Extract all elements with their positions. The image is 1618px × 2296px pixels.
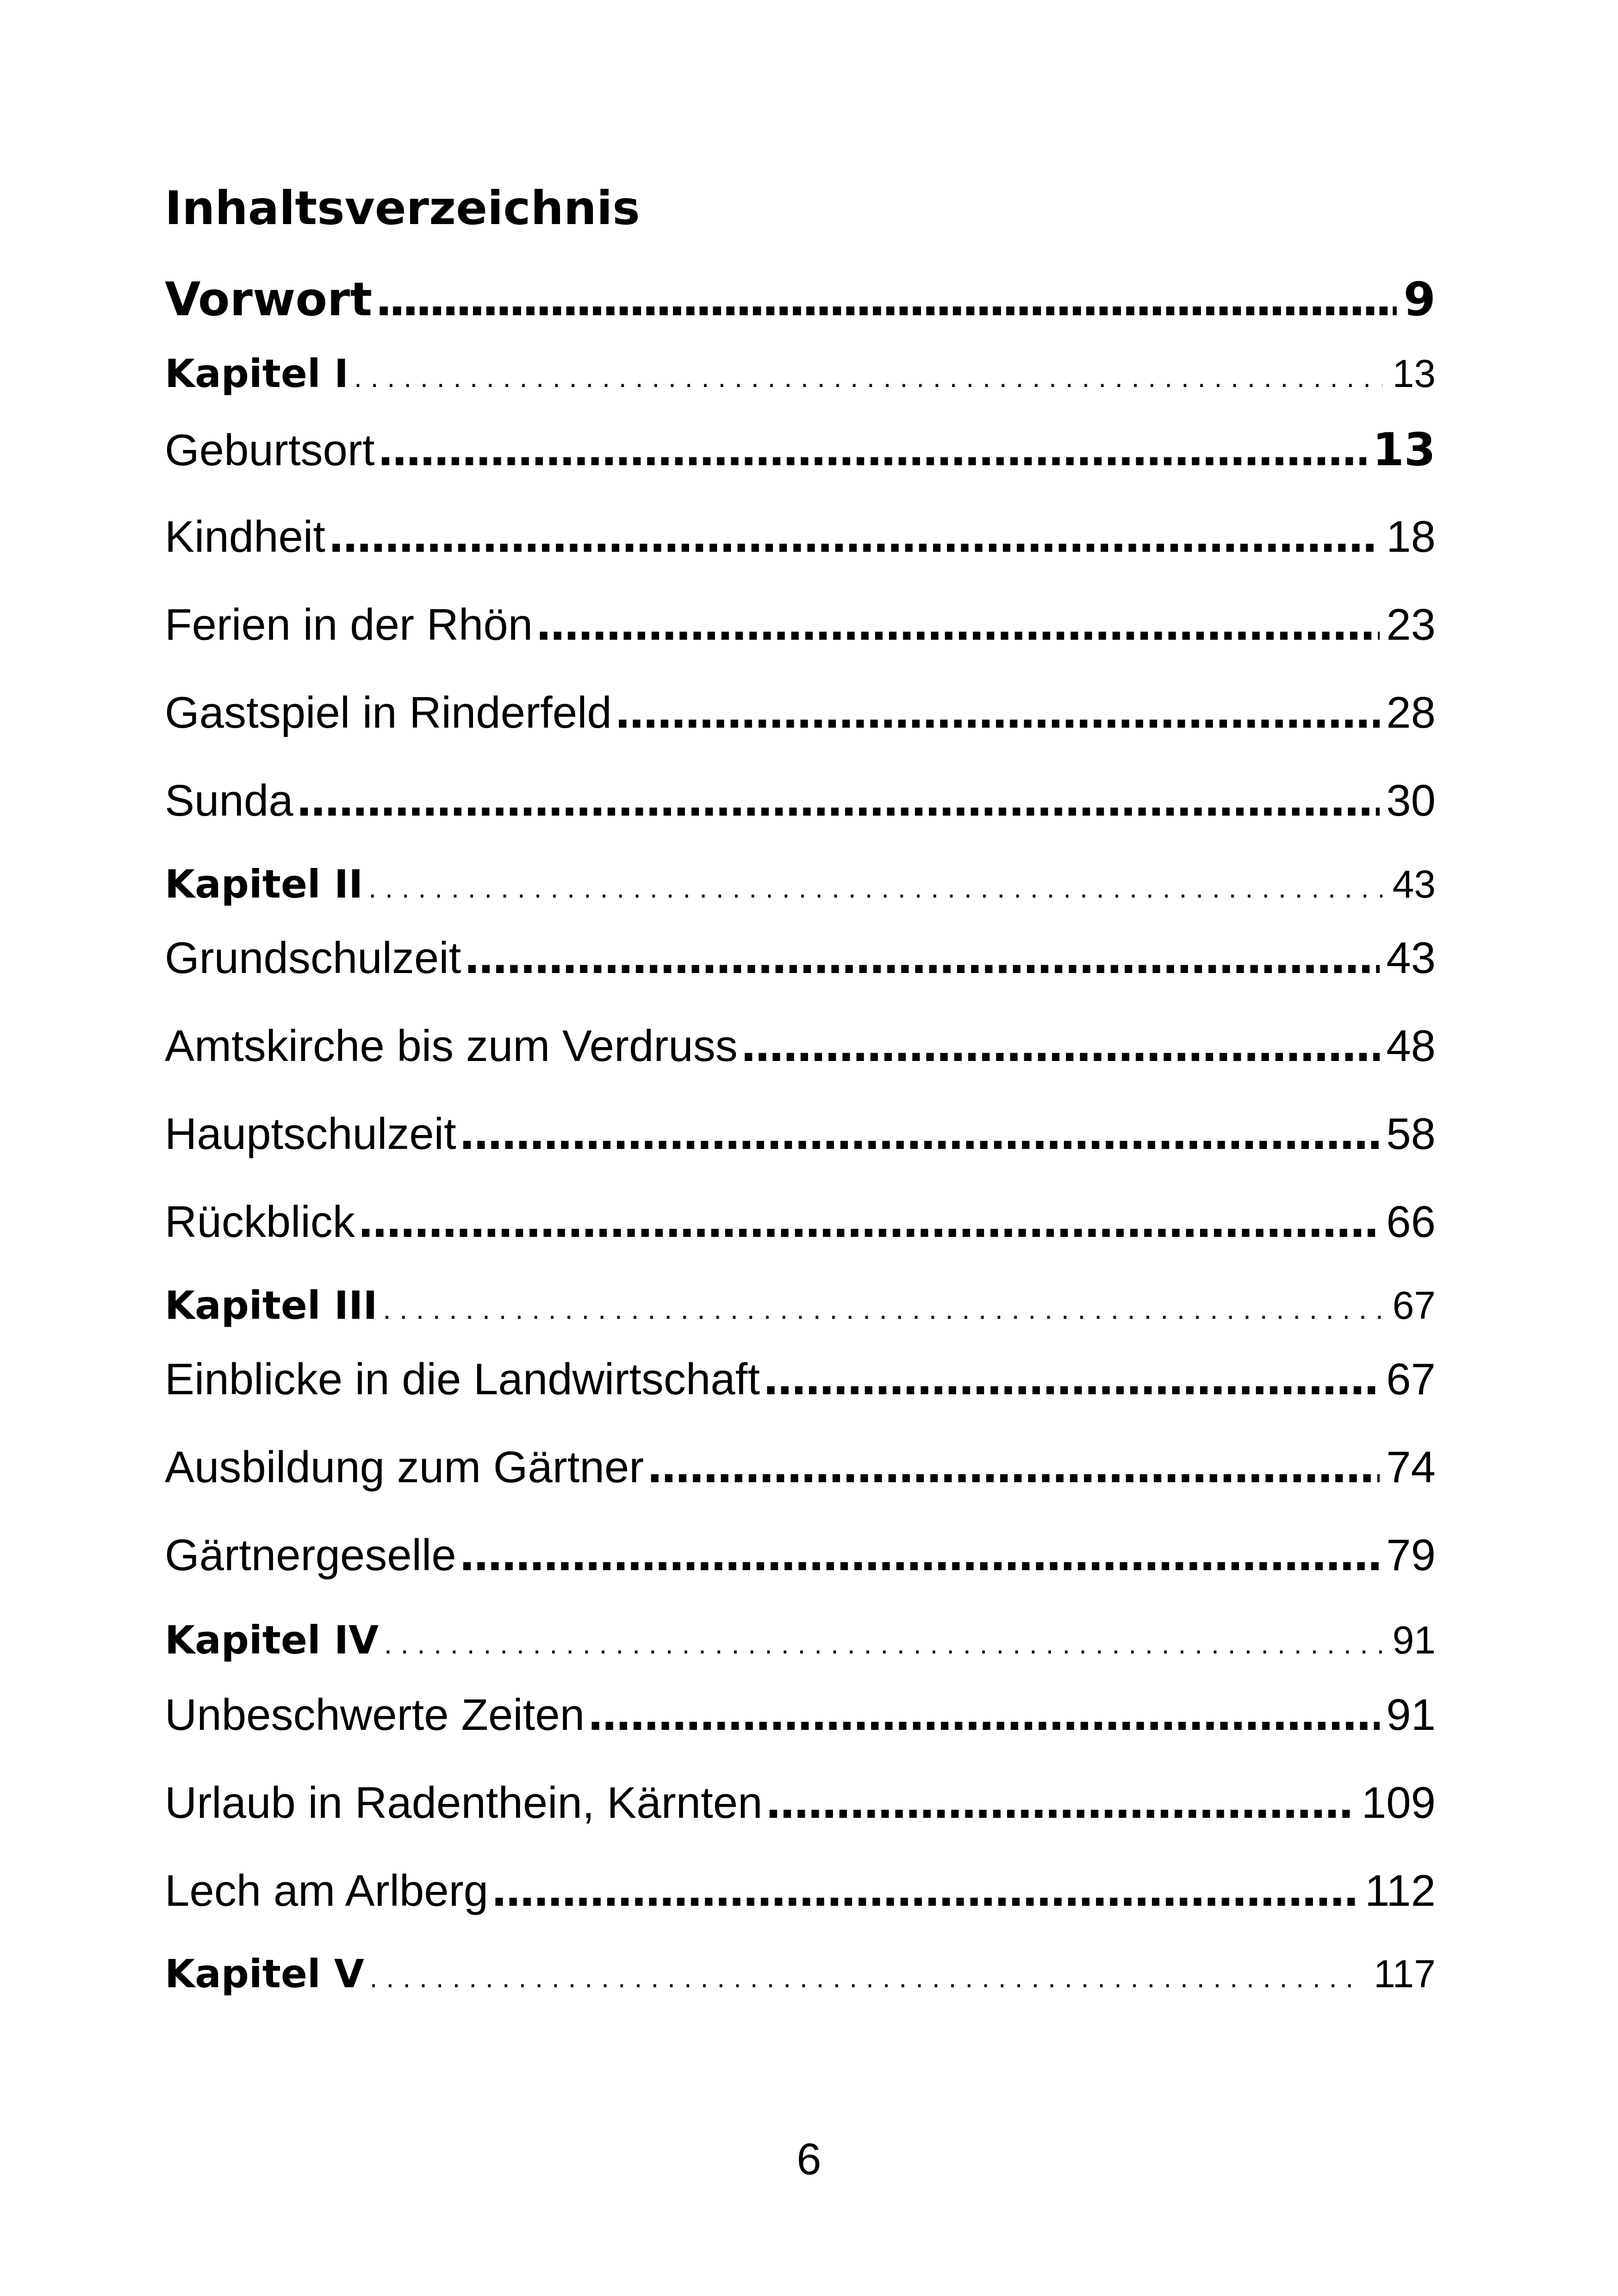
dot-leader (464, 934, 1380, 983)
toc-entry-rueckblick[interactable] (165, 1197, 1436, 1248)
dot-leader (763, 1355, 1380, 1404)
toc-entry-page: 74 (1386, 1442, 1436, 1492)
dot-leader (491, 1866, 1358, 1916)
toc-heading: Inhaltsverzeichnis (165, 181, 640, 235)
toc-entry-unbeschwerte[interactable] (165, 1690, 1436, 1741)
toc-entry-page: 91 (1392, 1618, 1436, 1662)
dot-leader (368, 872, 1382, 904)
toc-entry-page: 30 (1386, 776, 1436, 825)
toc-entry-title: Vorwort (165, 272, 373, 326)
toc-entry-title: Hauptschulzeit (165, 1109, 456, 1159)
dot-leader (358, 1198, 1380, 1247)
dot-leader (587, 1691, 1380, 1740)
dot-leader (459, 1531, 1380, 1580)
toc-entry-title: Lech am Arlberg (165, 1866, 489, 1915)
dot-leader (615, 688, 1380, 738)
toc-entry-sunda[interactable] (165, 775, 1436, 826)
toc-entry-title: Unbeschwerte Zeiten (165, 1690, 585, 1740)
toc-entry-page: 43 (1392, 862, 1436, 906)
dot-leader (328, 512, 1380, 562)
toc-entry-urlaub[interactable] (165, 1778, 1436, 1828)
dot-leader (370, 1962, 1363, 1994)
toc-entry-gaertnergeselle[interactable] (165, 1530, 1436, 1581)
dot-leader (647, 1443, 1380, 1492)
toc-entry-title: Kapitel V (165, 1951, 364, 1997)
toc-entry-page: 79 (1386, 1530, 1436, 1580)
toc-entry-page: 58 (1386, 1109, 1436, 1159)
toc-entry-ferien-rhoen[interactable] (165, 599, 1436, 650)
toc-entry-hauptschulzeit[interactable] (165, 1109, 1436, 1160)
toc-entry-title: Gärtnergeselle (165, 1530, 456, 1580)
toc-entry-title: Amtskirche bis zum Verdruss (165, 1021, 738, 1071)
dot-leader (535, 600, 1380, 650)
page-number: 6 (797, 2134, 821, 2184)
toc-entry-title: Einblicke in die Landwirtschaft (165, 1354, 760, 1404)
toc-entry-page: 13 (1372, 424, 1436, 476)
toc-entry-page: 112 (1364, 1866, 1436, 1915)
toc-entry-kapitel-4[interactable] (165, 1617, 1436, 1663)
toc-entry-page: 67 (1392, 1284, 1436, 1327)
toc-entry-title: Geburtsort (165, 425, 375, 475)
book-page (165, 0, 1436, 2296)
toc-entry-grundschulzeit[interactable] (165, 933, 1436, 984)
toc-entry-title: Rückblick (165, 1197, 355, 1247)
dot-leader (375, 272, 1397, 326)
toc-entry-geburtsort[interactable] (165, 424, 1436, 476)
dot-leader (354, 362, 1382, 393)
toc-entry-lech[interactable] (165, 1866, 1436, 1916)
toc-entry-page: 91 (1386, 1690, 1436, 1740)
toc-entry-title: Kapitel IV (165, 1617, 379, 1663)
toc-entry-amtskirche[interactable] (165, 1021, 1436, 1072)
toc-entry-title: Sunda (165, 776, 293, 825)
toc-entry-kapitel-1[interactable] (165, 351, 1436, 396)
dot-leader (765, 1778, 1355, 1828)
toc-entry-page: 28 (1386, 688, 1436, 737)
toc-entry-title: Kapitel III (165, 1283, 378, 1328)
toc-entry-page: 48 (1386, 1021, 1436, 1071)
toc-entry-title: Grundschulzeit (165, 933, 461, 983)
toc-entry-page: 23 (1386, 600, 1436, 649)
toc-entry-ausbildung[interactable] (165, 1442, 1436, 1493)
toc-entry-page: 9 (1403, 272, 1436, 326)
toc-entry-vorwort[interactable] (165, 272, 1436, 326)
dot-leader (459, 1110, 1380, 1159)
toc-entry-page: 66 (1386, 1197, 1436, 1247)
dot-leader (384, 1628, 1382, 1660)
toc-entry-landwirtschaft[interactable] (165, 1354, 1436, 1405)
toc-entry-title: Urlaub in Radenthein, Kärnten (165, 1778, 763, 1828)
toc-entry-title: Kindheit (165, 512, 325, 562)
toc-entry-page: 109 (1361, 1778, 1436, 1828)
toc-entry-title: Ferien in der Rhön (165, 600, 533, 649)
toc-entry-page: 117 (1374, 1952, 1436, 1996)
toc-entry-page: 13 (1392, 352, 1436, 395)
toc-entry-title: Kapitel I (165, 351, 349, 396)
toc-entry-page: 67 (1386, 1354, 1436, 1404)
dot-leader (741, 1022, 1380, 1071)
toc-entry-kapitel-3[interactable] (165, 1283, 1436, 1328)
dot-leader (296, 776, 1380, 826)
toc-entry-gastspiel[interactable] (165, 687, 1436, 738)
dot-leader (378, 426, 1366, 475)
toc-entry-page: 43 (1386, 933, 1436, 983)
toc-entry-kapitel-5[interactable] (165, 1951, 1436, 1997)
toc-entry-title: Kapitel II (165, 861, 363, 907)
toc-entry-title: Ausbildung zum Gärtner (165, 1442, 644, 1492)
toc-entry-kindheit[interactable] (165, 512, 1436, 562)
toc-entry-page: 18 (1386, 512, 1436, 562)
toc-entry-title: Gastspiel in Rinderfeld (165, 688, 612, 737)
dot-leader (383, 1293, 1382, 1325)
toc-entry-kapitel-2[interactable] (165, 861, 1436, 907)
